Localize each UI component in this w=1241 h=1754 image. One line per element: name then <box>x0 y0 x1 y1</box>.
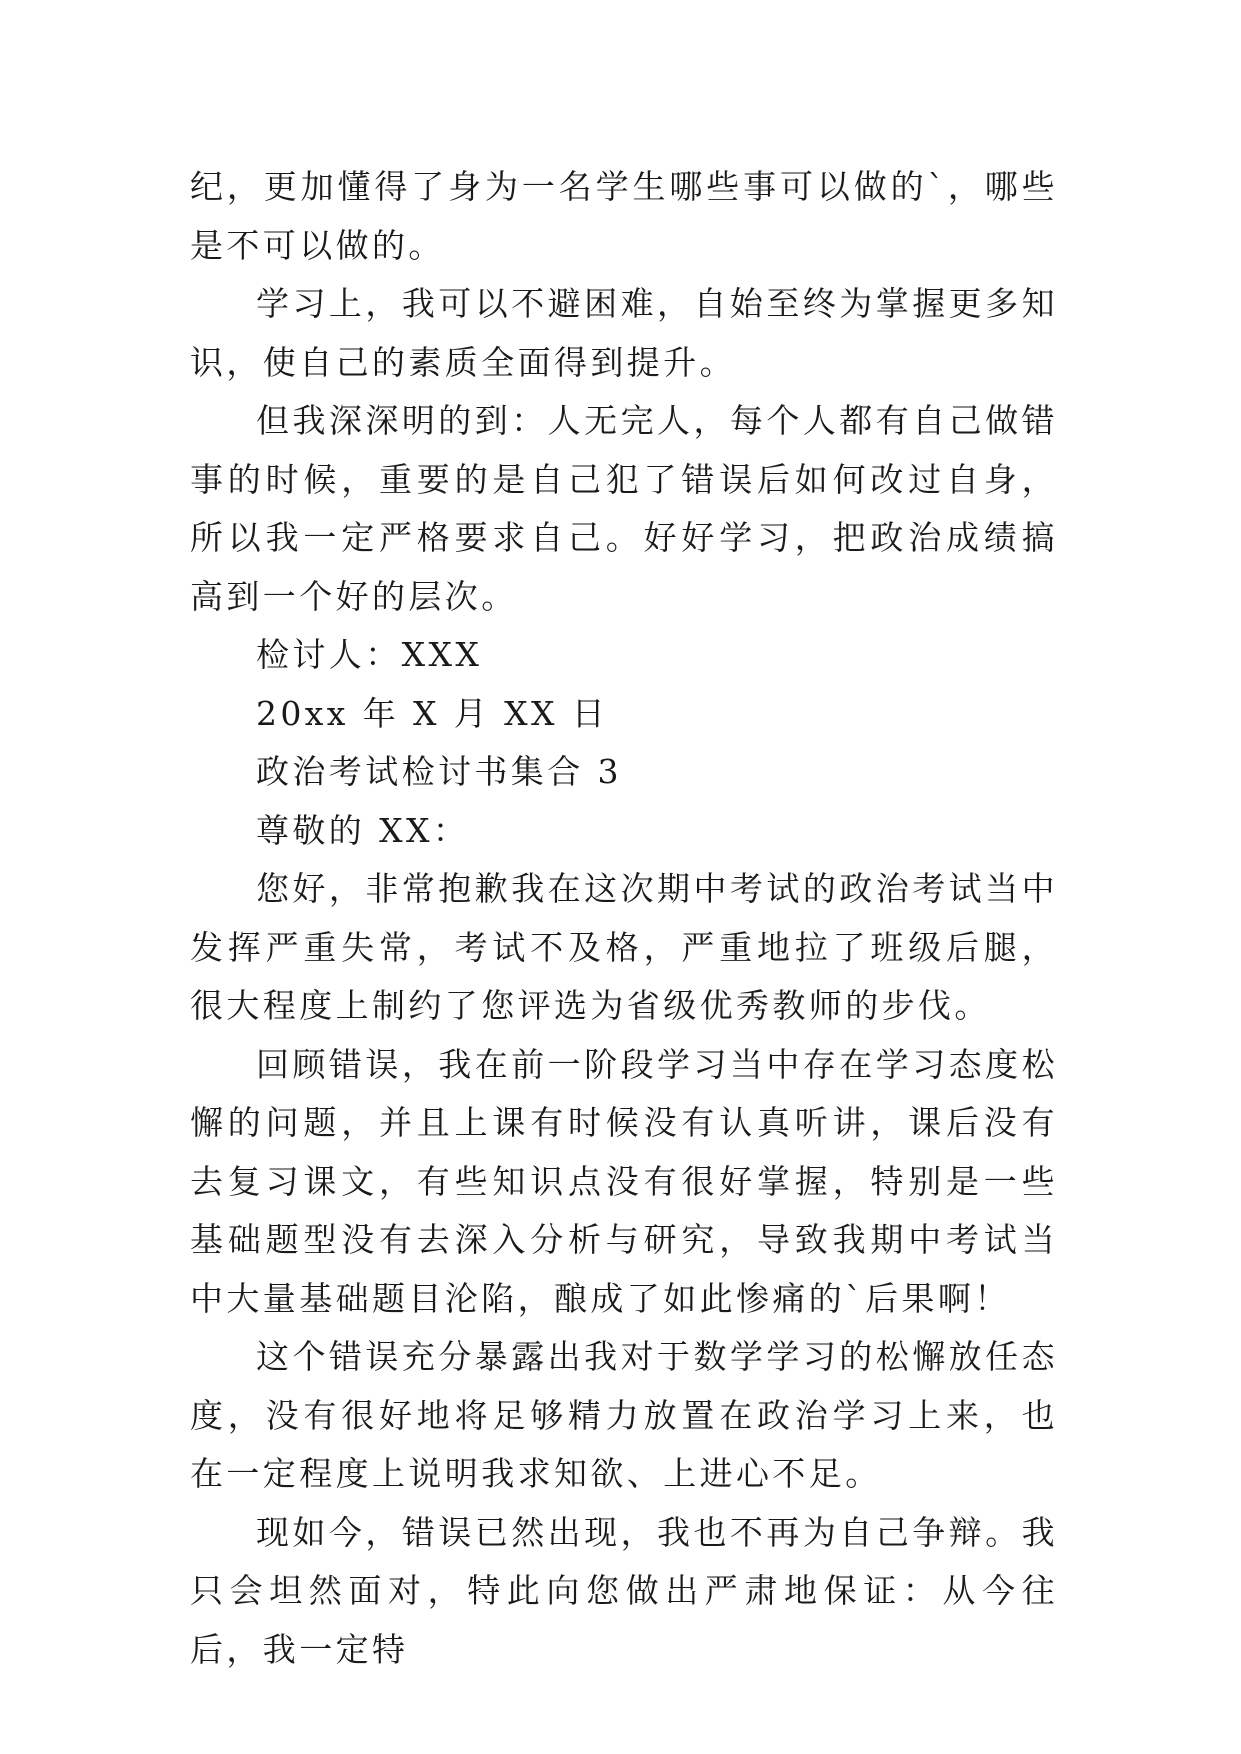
paragraph-pledge: 现如今，错误已然出现，我也不再为自己争辩。我只会坦然面对，特此向您做出严肃地保证：从今往后，我一定特 <box>190 1512 1058 1669</box>
paragraph-study: 学习上，我可以不避困难，自始至终为掌握更多知识，使自己的素质全面得到提升。 <box>190 284 1058 382</box>
paragraph-reflection: 但我深深明的到：人无完人，每个人都有自己做错事的时候，重要的是自己犯了错误后如何改过自身，所以我一定严格要求自己。好好学习，把政治成绩搞高到一个好的层次。 <box>190 401 1058 616</box>
paragraph-review: 回顾错误，我在前一阶段学习当中存在学习态度松懈的问题，并且上课有时候没有认真听讲，课后没有去复习课文，有些知识点没有很好掌握，特别是一些基础题型没有去深入分析与研究，导致我期中考试当中大量基础题目沦陷，酿成了如此惨痛的`后果啊！ <box>190 1044 1058 1318</box>
signer-line: 检讨人：XXX <box>256 635 483 674</box>
document-body <box>190 158 1058 1679</box>
paragraph-expose: 这个错误充分暴露出我对于数学学习的松懈放任态度，没有很好地将足够精力放置在政治学习上来，也在一定程度上说明我求知欲、上进心不足。 <box>190 1337 1058 1493</box>
salutation: 尊敬的 XX： <box>256 810 470 850</box>
paragraph-apology: 您好，非常抱歉我在这次期中考试的政治考试当中发挥严重失常，考试不及格，严重地拉了班级后腿，很大程度上制约了您评选为省级优秀教师的步伐。 <box>190 869 1058 1025</box>
section-heading: 政治考试检讨书集合 3 <box>256 752 622 791</box>
paragraph-continuation: 纪，更加懂得了身为一名学生哪些事可以做的`，哪些是不可以做的。 <box>190 167 1058 265</box>
date-line: 20xx 年 X 月 XX 日 <box>256 693 609 733</box>
